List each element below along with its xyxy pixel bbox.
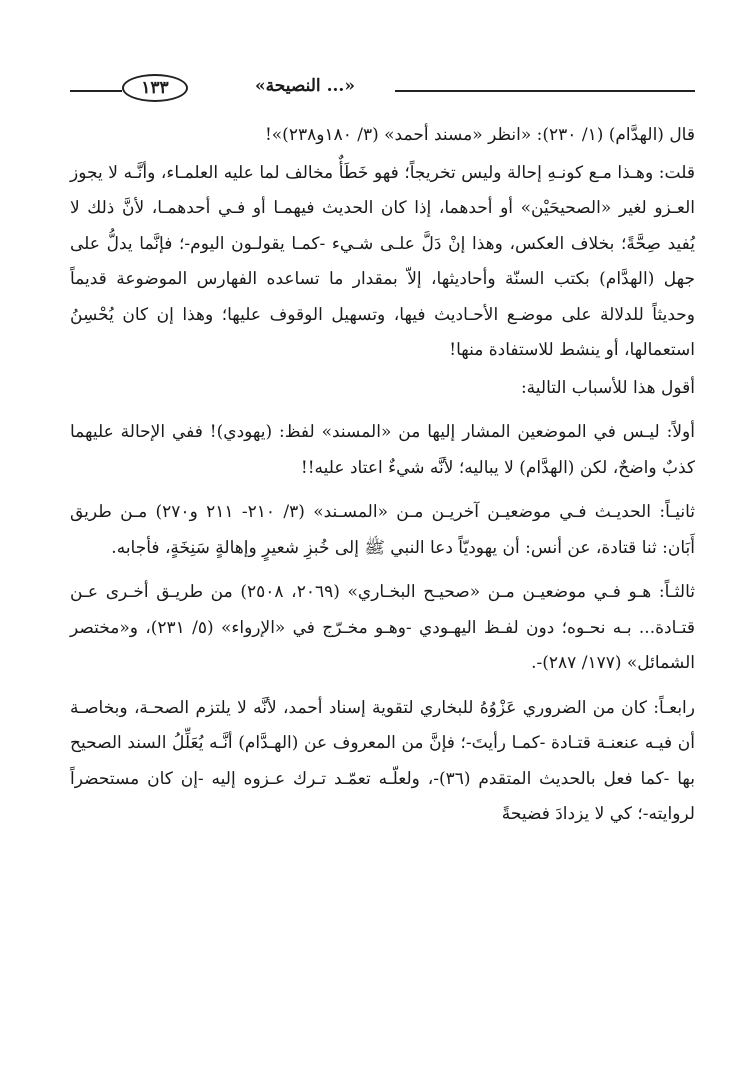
paragraph-second-reason: ثانيـاً: الحديـث فـي موضعيـن آخريـن مـن «المسـند» (٣/ ٢١٠- ٢١١ و٢٧٠) مـن طريق أَبَان: ثنا قتادة، عن أنس: أن يهوديّاً دعا النبي ﷺ إلى خُبزِ شعيرٍ وإهالةٍ سَنِخَةٍ، فأجابه. (70, 502, 696, 558)
page-number-oval (122, 74, 188, 102)
page-number: ١٣٣ (141, 78, 169, 98)
paragraph-first-reason: أولاً: ليـس في الموضعين المشار إليها من «المسند» لفظ: (يهودي)! ففي الإحالة عليهما كذبٌ واضحٌ، لكن (الهدَّام) لا يباليه؛ لأنَّه شيءٌ اعتاد عليه!! (70, 422, 695, 478)
paragraph-reasons-intro: أقول هذا للأسباب التالية: (520, 377, 695, 398)
paragraph-third-reason: ثالثـاً: هـو فـي موضعيـن مـن «صحيـح البخـاري» (٢٠٦٩، ٢٥٠٨) من طريـق أخـرى عـن قتـادة... بـه نحـوه؛ دون لفـظ اليهـودي -وهـو مخـرّج في «الإرواء» (٥/ ٢٣١)، و«مختصر الشمائل» (١٧٧/ ٢٨٧)-. (70, 582, 696, 673)
header-rule-right (395, 90, 695, 92)
page-header (70, 70, 695, 104)
running-title: «النصيحة ...» (255, 76, 355, 96)
body-text (70, 118, 695, 833)
paragraph-response: قلت: وهـذا مـع كونـهِ إحالة وليس تخريجاً؛ فهو خَطَأٌ مخالف لما عليه العلمـاء، وأنَّـه لا يجوز العـزو لغير «الصحيحَيْن» أو أحدهما، إذا كان الحديث فيهمـا أو فـي أحدهمـا، لأنَّ ذلك لا يُفيد صِحَّةً؛ بخلاف العكس، وهذا إنْ دَلَّ علـى شـيء -كمـا يقولـون اليوم-؛ فإنَّما يدلُّ على جهل (الهدَّام) بكتب السنّة وأحاديثها، إلاّ بمقدار ما تساعده الفهارس الموضوعة قديماً وحديثاً للدلالة على موضـع الأحـاديث فيها، وتسهيل الوقوف عليها؛ وهذا إن كان يُحْسِنُ استعمالها، أو ينشط للاستفادة منها! (70, 162, 695, 360)
header-rule-left (70, 90, 122, 92)
paragraph-fourth-reason: رابعـاً: كان من الضروري عَزْوُهُ للبخاري لتقوية إسناد أحمد، لأنَّه لا يلتزم الصحـة، وبخاصـة أن فيـه عنعنـة قتـادة -كمـا رأيتَ-؛ فإنَّ من المعروف عن (الهـدَّام) أنَّـه يُعَلِّلُ السند الصحيح بها -كما فعل بالحديث المتقدم (٣٦)-، ولعلّـه تعمّـد تـرك عـزوه إليه -إن كان مستحضراً لروايته-؛ كي لا يزدادَ فضيحةً (70, 697, 695, 824)
paragraph-citation: قال (الهدَّام) (١/ ٢٣٠): «انظر «مسند أحمد» (٣/ ١٨٠و٢٣٨)»! (264, 125, 695, 145)
